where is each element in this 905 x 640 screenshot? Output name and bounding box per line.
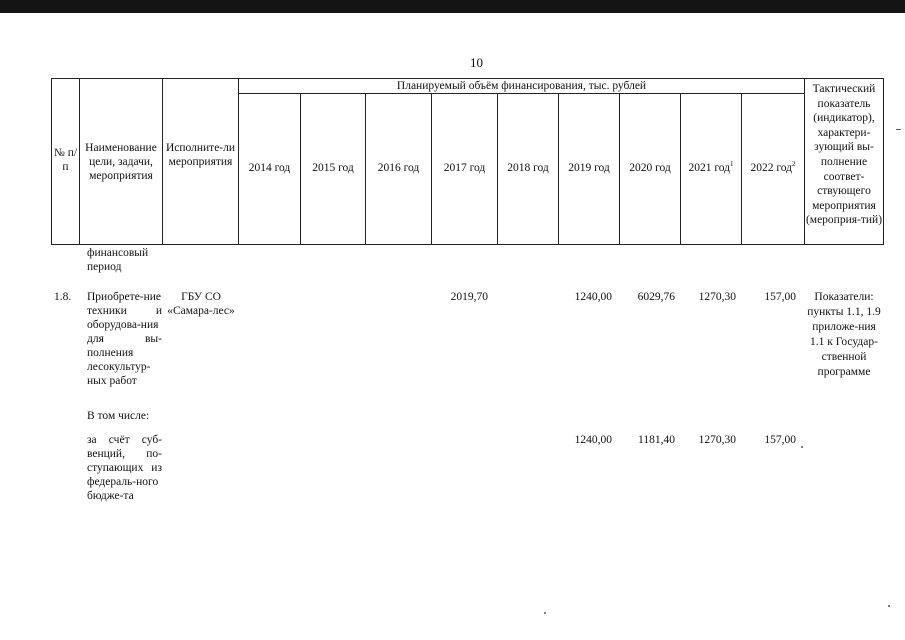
footnote-mark-2: 2	[792, 160, 796, 169]
header-year-2020: 2020 год	[629, 162, 671, 174]
header-funding-title: Планируемый объём финансирования, тыс. рублей	[396, 80, 647, 92]
header-year-2016: 2016 год	[377, 162, 420, 174]
header-year-2017: 2017 год	[443, 162, 486, 174]
scan-speck	[888, 605, 890, 607]
row-1-8-value-2022: 157,00	[764, 291, 796, 303]
header-name: Наименование цели, задачи, мероприятия	[85, 142, 157, 182]
federal-row-value-2022: 157,00	[764, 434, 796, 446]
scan-speck	[896, 129, 901, 130]
header-year-2018: 2018 год	[507, 162, 549, 174]
federal-row-value-2019: 1240,00	[574, 434, 612, 446]
row-1-8-number: 1.8.	[54, 291, 72, 303]
row-1-8-value-2019: 1240,00	[574, 291, 612, 303]
header-year-2022: 2022 год$^2$	[750, 160, 796, 174]
row-1-8-value-2017: 2019,70	[450, 291, 488, 303]
header-year-2021: 2021 год$^1$	[688, 160, 734, 174]
header-year-2019: 2019 год	[568, 162, 610, 174]
row-1-8-value-2020: 6029,76	[637, 291, 675, 303]
row-1-8-value-2021: 1270,30	[698, 291, 736, 303]
row-1-8-indicator: Показатели: пункты 1.1, 1.9 приложе-ния 1.1 к Государ-ственной программе	[807, 291, 881, 378]
federal-row-value-2021: 1270,30	[698, 434, 736, 446]
header-indicator: Тактический показатель (индикатор), характери-зующий вы-полнение соответ-ствующего мероприятия (мероприя-тий)	[805, 83, 883, 227]
including-label: В том числе:	[87, 410, 150, 422]
federal-row-value-2020: 1181,40	[638, 434, 675, 446]
federal-row-name: за счёт суб-венций, по-ступающих из федераль-ного бюдже-та	[87, 434, 162, 502]
row-1-8-executor: ГБУ СО «Самара-лес»	[167, 291, 235, 317]
header-num: № п/п	[53, 147, 78, 173]
header-year-2014: 2014 год	[248, 162, 291, 174]
row-1-8-name: Приобрете-ние техники и оборудова-ния для вы-полнения лесокультур-ных работ	[87, 291, 162, 387]
footnote-mark-1: 1	[730, 160, 734, 169]
carryover-text: финансовый период	[87, 247, 149, 273]
header-year-2015: 2015 год	[312, 162, 354, 174]
scan-top-border	[0, 0, 905, 13]
scan-speck	[544, 612, 546, 614]
scan-speck	[801, 446, 803, 448]
page-number: 10	[470, 55, 483, 70]
header-executor: Исполните-ли мероприятия	[165, 142, 236, 168]
